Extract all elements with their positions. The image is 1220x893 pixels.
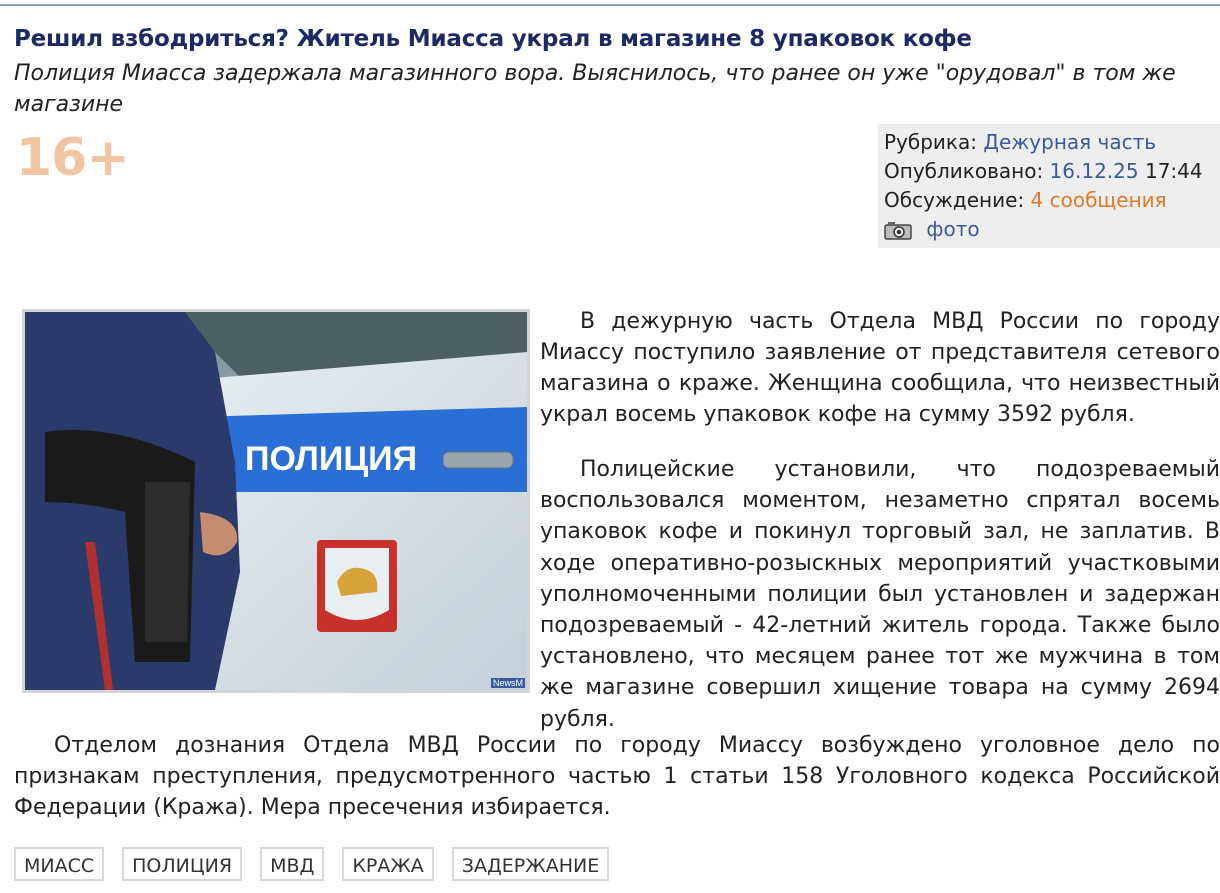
meta-published-row — [884, 157, 1220, 186]
car-police-text: ПОЛИЦИЯ — [245, 440, 418, 478]
rubric-label: Рубрика: — [884, 130, 977, 154]
article-paragraph: Отделом дознания Отдела МВД России по городу Миассу возбуждено уголовное дело по признакам преступления, предусмотренного частью 1 статьи 158 Уголовного кодекса Российской Федерации (Кража). Мера пресечения избирается. — [14, 733, 1220, 820]
published-time: 17:44 — [1144, 159, 1203, 183]
article-subtitle: Полиция Миасса задержала магазинного вора. Выяснилось, что ранее он уже "орудовал" в том же магазине — [14, 61, 1176, 117]
top-divider — [0, 4, 1220, 6]
tag-miass[interactable]: МИАСС — [14, 847, 104, 881]
tag-list — [14, 847, 627, 881]
meta-discussion-row — [884, 186, 1220, 215]
article-paragraph: Полицейские установили, что подозреваемый воспользовался моментом, незаметно спрятал восемь упаковок кофе и покинул торговый зал, не заплатив. В ходе оперативно-розыскных мероприятий участковыми уполномоченными полиции был установлен и задержан подозреваемый - 42-летний житель города. Также было установлено, что месяцем ранее тот же мужчина в том же магазине совершил хищение товара на сумму 2694 рубля. — [540, 457, 1220, 732]
photo-link[interactable]: фото — [926, 217, 980, 241]
rubric-link[interactable]: Дежурная часть — [983, 130, 1157, 154]
tag-mvd[interactable]: МВД — [260, 847, 324, 881]
published-label: Опубликовано: — [884, 159, 1044, 183]
published-date-link[interactable]: 16.12.25 — [1049, 159, 1139, 183]
discussion-link[interactable]: 4 сообщения — [1030, 188, 1167, 212]
article-photo — [22, 309, 530, 693]
article-paragraph: В дежурную часть Отдела МВД России по городу Миассу поступило заявление от представителя сетевого магазина о краже. Женщина сообщила, что неизвестный украл восемь упаковок кофе на сумму 3592 рубля. — [540, 309, 1220, 427]
article-title: Решил взбодриться? Житель Миасса украл в магазине 8 упаковок кофе — [14, 26, 972, 52]
meta-rubric-row — [884, 128, 1220, 157]
photo-watermark: NewsM — [492, 678, 523, 688]
age-rating-badge: 16+ — [16, 128, 129, 188]
tag-theft[interactable]: КРАЖА — [342, 847, 433, 881]
tag-police[interactable]: ПОЛИЦИЯ — [122, 847, 242, 881]
tag-detention[interactable]: ЗАДЕРЖАНИЕ — [452, 847, 609, 881]
camera-icon — [884, 219, 912, 248]
discussion-label: Обсуждение: — [884, 188, 1025, 212]
meta-photo-row[interactable] — [884, 215, 1220, 248]
article-meta-box — [878, 124, 1220, 248]
